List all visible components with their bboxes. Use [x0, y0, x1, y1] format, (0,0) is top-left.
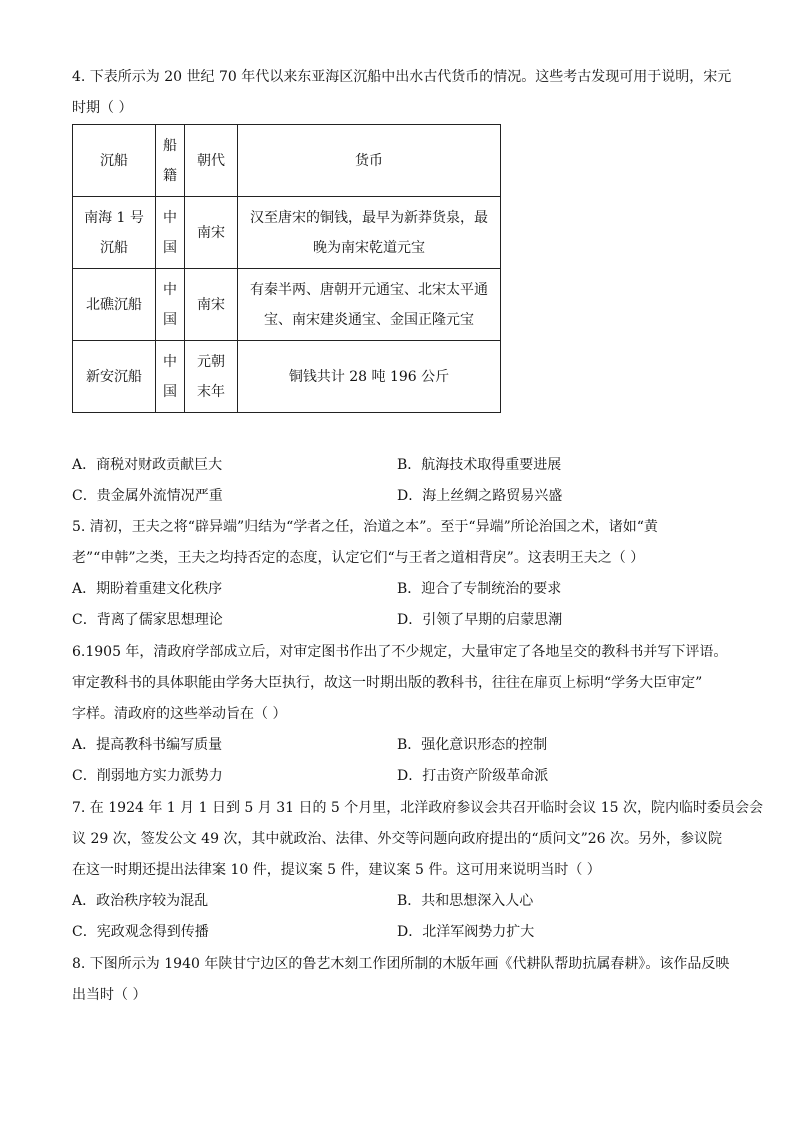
q7-stem-line1: 7. 在 1924 年 1 月 1 日到 5 月 31 日的 5 个月里，北洋政府参议会共召开临时会议 15 次，院内临时委员会会 — [72, 800, 763, 816]
q6-option-a[interactable]: A．提高教科书编写质量 — [72, 737, 223, 753]
cell-ship: 南海 1 号沉船 — [73, 197, 156, 269]
table-header-row — [73, 125, 501, 197]
q6-stem-line2: 审定教科书的具体职能由学务大臣执行，故这一时期出版的教科书，往往在扉页上标明“学务大臣审定” — [72, 675, 703, 691]
q8-stem-line2: 出当时（ ） — [72, 987, 147, 1003]
coin-table — [72, 124, 501, 413]
q7-option-a[interactable]: A．政治秩序较为混乱 — [72, 893, 209, 909]
cell-registry: 中国 — [156, 197, 185, 269]
cell-currency: 汉至唐宋的铜钱，最早为新莽货泉，最晚为南宋乾道元宝 — [238, 197, 501, 269]
q7-option-b[interactable]: B．共和思想深入人心 — [397, 893, 534, 909]
q6-stem-line3: 字样。清政府的这些举动旨在（ ） — [72, 706, 287, 722]
header-currency: 货币 — [238, 125, 501, 197]
q6-option-d[interactable]: D．打击资产阶级革命派 — [397, 768, 549, 784]
q4-option-d[interactable]: D．海上丝绸之路贸易兴盛 — [397, 488, 563, 504]
cell-ship: 北礁沉船 — [73, 269, 156, 341]
cell-dynasty: 南宋 — [185, 269, 238, 341]
q5-option-b[interactable]: B．迎合了专制统治的要求 — [397, 581, 562, 597]
cell-dynasty: 南宋 — [185, 197, 238, 269]
q4-option-b[interactable]: B．航海技术取得重要进展 — [397, 457, 562, 473]
q6-option-b[interactable]: B．强化意识形态的控制 — [397, 737, 548, 753]
cell-currency: 有秦半两、唐朝开元通宝、北宋太平通宝、南宋建炎通宝、金国正隆元宝 — [238, 269, 501, 341]
header-dynasty: 朝代 — [185, 125, 238, 197]
q6-option-c[interactable]: C．削弱地方实力派势力 — [72, 768, 223, 784]
cell-ship: 新安沉船 — [73, 341, 156, 413]
q5-stem-line1: 5. 清初，王夫之将“辟异端”归结为“学者之任，治道之本”。至于“异端”所论治国之术，诸如“黄 — [72, 519, 658, 535]
q5-option-c[interactable]: C．背离了儒家思想理论 — [72, 612, 223, 628]
table-row — [73, 269, 501, 341]
q4-option-c[interactable]: C．贵金属外流情况严重 — [72, 488, 223, 504]
q4-stem-line2: 时期（ ） — [72, 100, 133, 116]
q8-stem-line1: 8. 下图所示为 1940 年陕甘宁边区的鲁艺木刻工作团所制的木版年画《代耕队帮助抗属春耕》。该作品反映 — [72, 956, 730, 972]
q5-stem-line2: 老”“申韩”之类，王夫之均持否定的态度，认定它们“与王者之道相背戾”。这表明王夫之（ ） — [72, 550, 645, 566]
cell-registry: 中国 — [156, 269, 185, 341]
q4-stem-line1: 4. 下表所示为 20 世纪 70 年代以来东亚海区沉船中出水古代货币的情况。这些考古发现可用于说明，宋元 — [72, 69, 732, 85]
q4-option-a[interactable]: A．商税对财政贡献巨大 — [72, 457, 223, 473]
q7-stem-line3: 在这一时期还提出法律案 10 件，提议案 5 件，建议案 5 件。这可用来说明当时（ ） — [72, 862, 601, 878]
cell-registry: 中国 — [156, 341, 185, 413]
table-row — [73, 341, 501, 413]
table-row — [73, 197, 501, 269]
header-registry: 船籍 — [156, 125, 185, 197]
q7-option-c[interactable]: C．宪政观念得到传播 — [72, 924, 209, 940]
header-ship: 沉船 — [73, 125, 156, 197]
cell-currency: 铜钱共计 28 吨 196 公斤 — [238, 341, 501, 413]
q5-option-a[interactable]: A．期盼着重建文化秩序 — [72, 581, 223, 597]
q7-stem-line2: 议 29 次，签发公文 49 次，其中就政治、法律、外交等问题向政府提出的“质问文”26 次。另外，参议院 — [72, 831, 723, 847]
q6-stem-line1: 6.1905 年，清政府学部成立后，对审定图书作出了不少规定，大量审定了各地呈交的教科书并写下评语。 — [72, 644, 728, 660]
q7-option-d[interactable]: D．北洋军阀势力扩大 — [397, 924, 535, 940]
cell-dynasty: 元朝末年 — [185, 341, 238, 413]
q5-option-d[interactable]: D．引领了早期的启蒙思潮 — [397, 612, 563, 628]
